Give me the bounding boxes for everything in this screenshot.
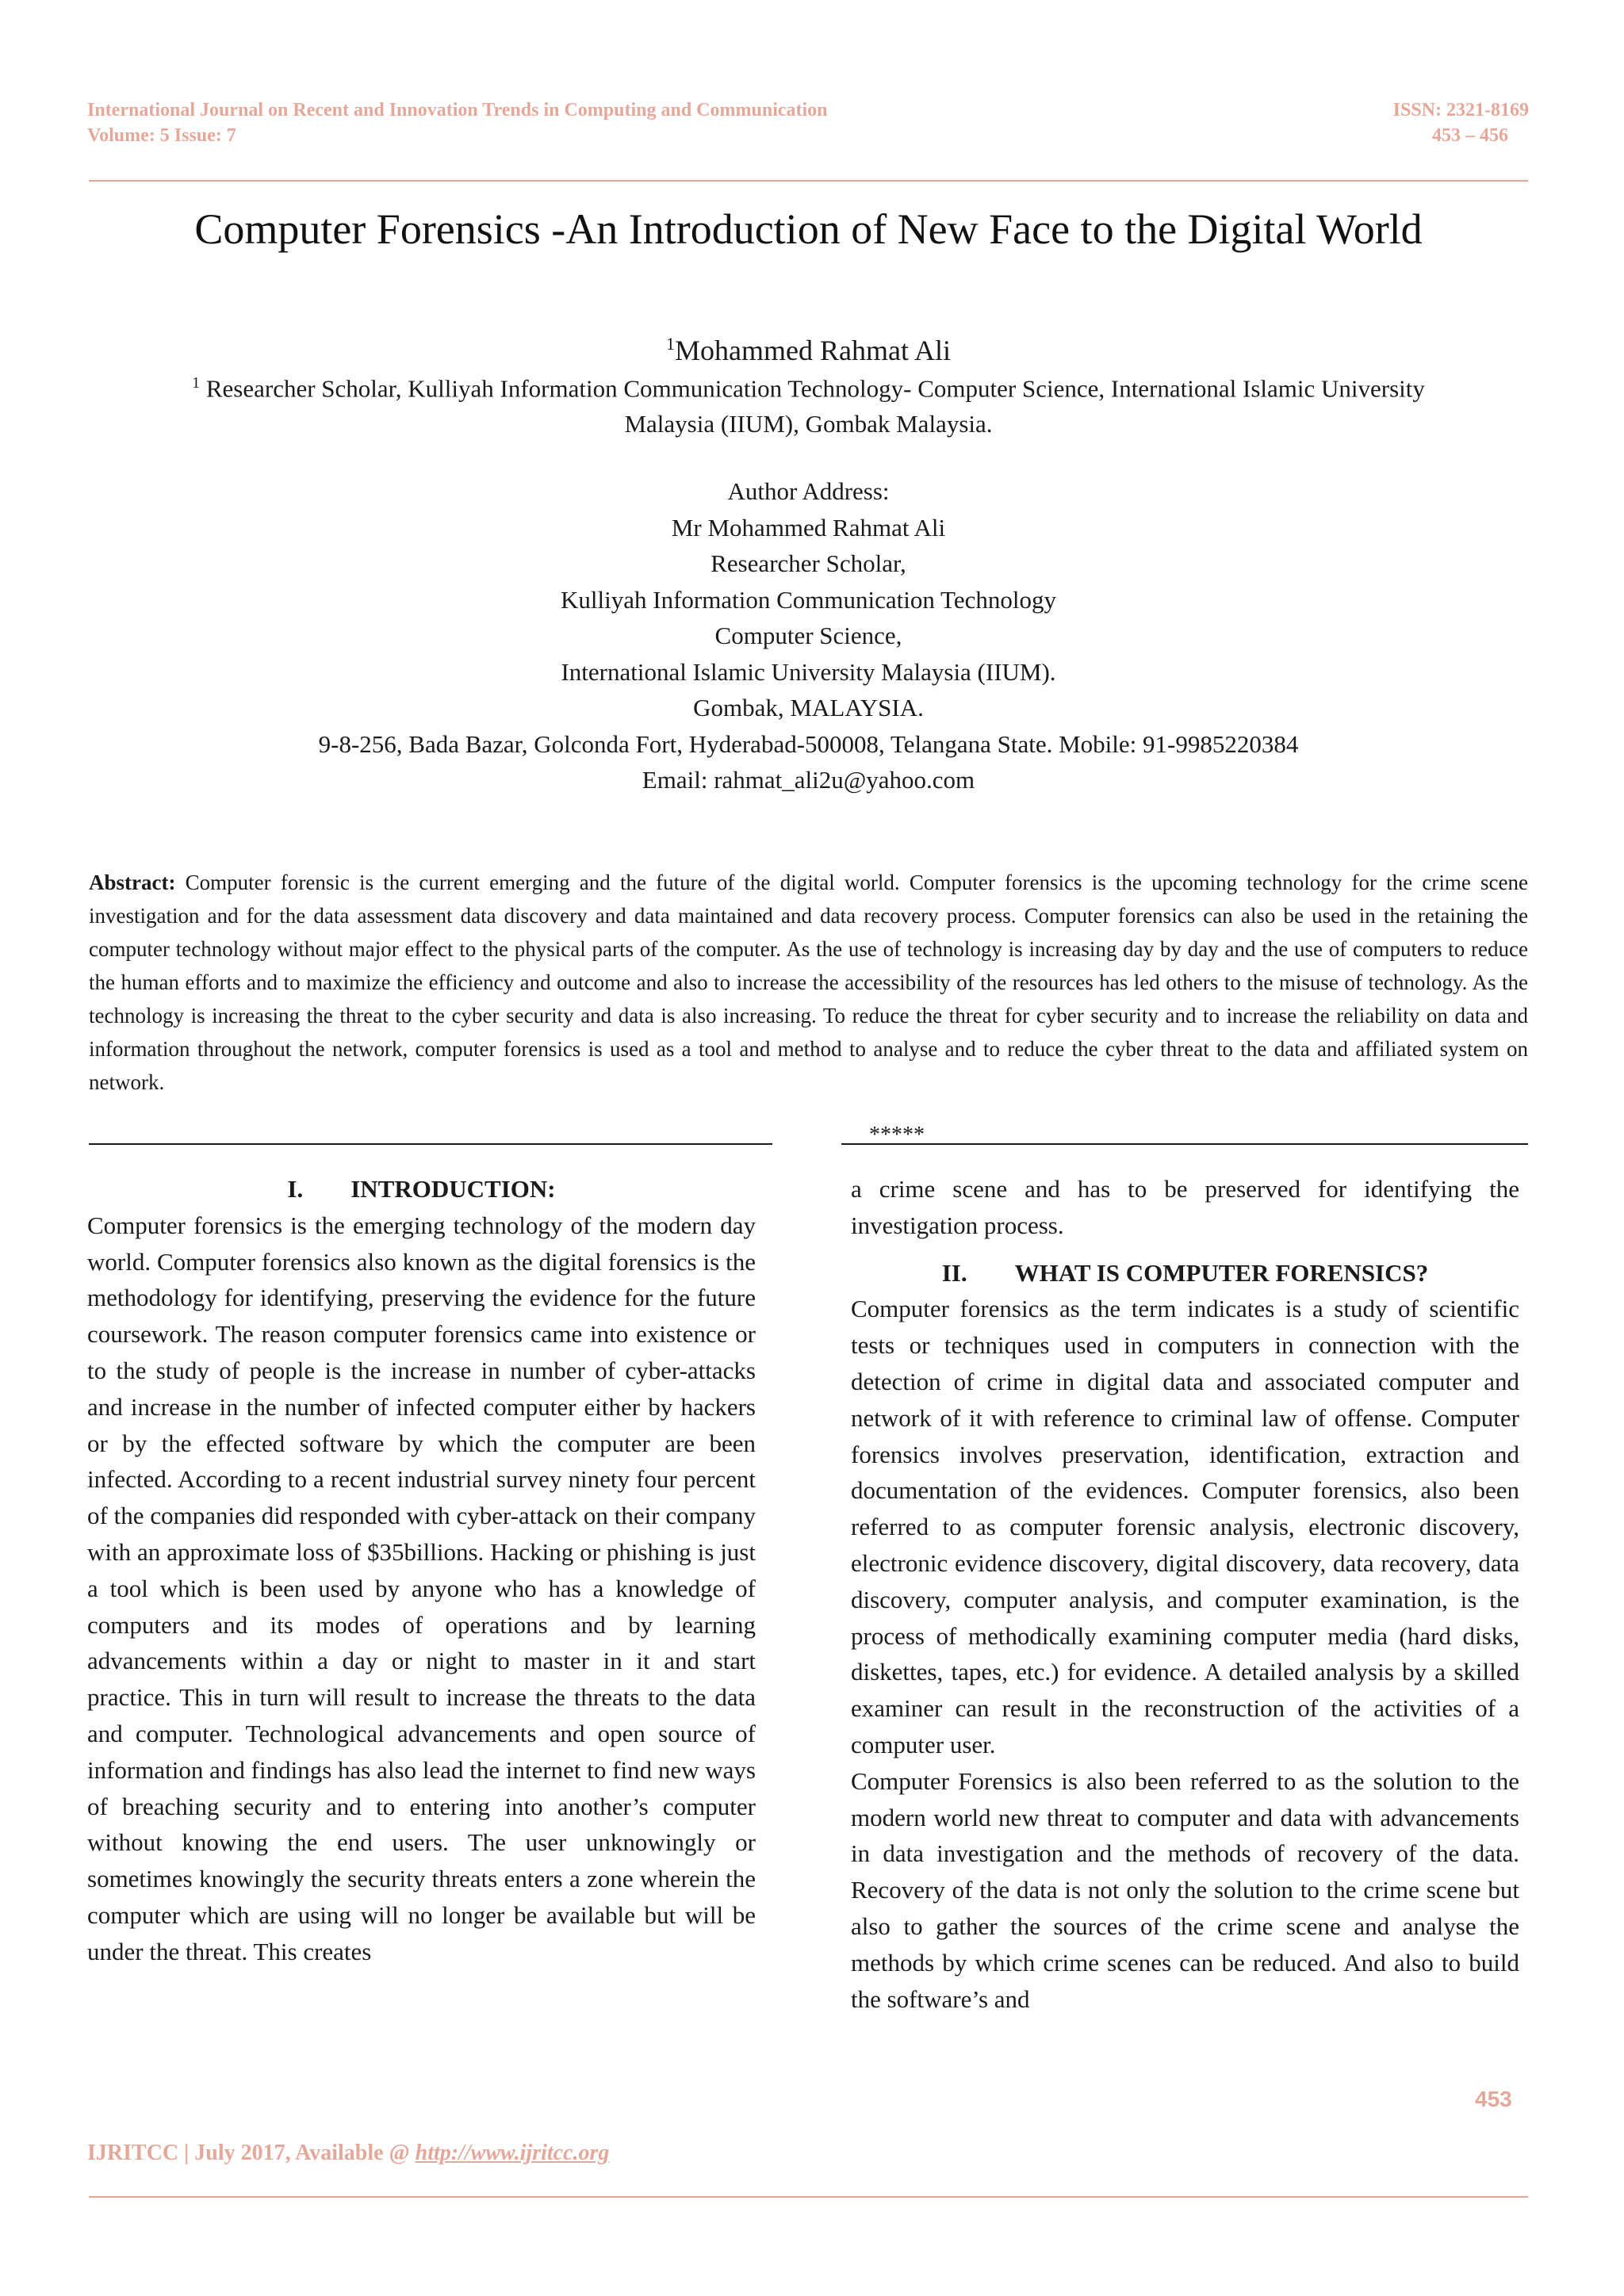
author-superscript: 1 xyxy=(666,334,676,354)
affiliation-superscript: 1 xyxy=(192,374,201,392)
author-name: Mohammed Rahmat Ali xyxy=(675,335,951,366)
separator-line-right xyxy=(841,1143,1528,1145)
section-heading-what-is-computer-forensics xyxy=(851,1255,1519,1292)
author-address xyxy=(89,473,1528,798)
address-line: Kulliyah Information Communication Technology xyxy=(561,585,1056,614)
address-line: Author Address: xyxy=(727,477,890,505)
abstract xyxy=(89,866,1528,1099)
what-paragraph-1: Computer forensics as the term indicates is a study of scientific tests or techniques used in computers in connection with the detection of crime in digital data and associated computer and network of it with reference to criminal law of offense. Computer forensics involves preservation, identification, extraction and documentation of the evidences. Computer forensics, also been referred to as computer forensic analysis, electronic discovery, electronic evidence discovery, digital discovery, data recovery, data discovery, computer analysis, and computer examination, is the process of methodically examining computer media (hard disks, diskettes, tapes, etc.) for evidence. A detailed analysis by a skilled examiner can result in the reconstruction of the activities of a computer user. xyxy=(851,1295,1519,1758)
address-line: International Islamic University Malaysia (IIUM). xyxy=(561,657,1056,686)
page-range: 453 – 456 xyxy=(1432,125,1508,146)
what-paragraph-2: Computer Forensics is also been referred to as the solution to the modern world new threat to computer and data with advancements in data investigation and the methods of recovery of the data. Recovery of the data is not only the solution to the crime scene but also to gather the sources of the crime scene and analyse the methods by which crime scenes can be reduced. And also to build the software’s and xyxy=(851,1766,1519,2013)
address-line: Mr Mohammed Rahmat Ali xyxy=(671,513,946,541)
left-column xyxy=(87,1171,756,1970)
footer-rule xyxy=(89,2196,1528,2198)
section-heading-introduction xyxy=(87,1171,756,1207)
section-title: INTRODUCTION: xyxy=(350,1175,556,1203)
affiliation-text-1: Researcher Scholar, Kulliyah Information Communication Technology- Computer Science, International Islamic University xyxy=(205,374,1425,403)
author-line xyxy=(89,325,1528,369)
paper-title: Computer Forensics -An Introduction of New Face to the Digital World xyxy=(194,205,1423,253)
section-number: I. xyxy=(287,1175,304,1203)
section-title: WHAT IS COMPUTER FORENSICS? xyxy=(1014,1258,1429,1287)
header-rule xyxy=(89,180,1528,182)
address-email: Email: rahmat_ali2u@yahoo.com xyxy=(642,766,975,794)
affiliation-line-2: Malaysia (IIUM), Gombak Malaysia. xyxy=(624,410,993,438)
separator-stars: ***** xyxy=(869,1123,925,1147)
volume-issue: Volume: 5 Issue: 7 xyxy=(87,125,236,146)
intro-paragraph-continued: a crime scene and has to be preserved for identifying the investigation process. xyxy=(851,1175,1519,1239)
abstract-separator xyxy=(89,1118,1528,1153)
affiliation xyxy=(89,365,1528,442)
intro-paragraph: Computer forensics is the emerging technology of the modern day world. Computer forensics also known as the digital forensics is the methodology for identifying, preserving the evidence for the future coursework. The reason computer forensics came into existence or to the study of people is the increase in number of cyber-attacks and increase in the number of infected computer either by hackers or by the effected software by which the computer are been infected. According to a recent industrial survey ninety four percent of the companies did responded with cyber-attack on their company with an approximate loss of $35billions. Hacking or phishing is just a tool which is been used by anyone who has a knowledge of computers and its modes of operations and by learning advancements within a day or night to master in it and start practice. This in turn will result to increase the threats to the data and computer. Technological advancements and open source of information and findings has also lead the internet to find new ways of breaching security and to entering into another’s computer without knowing the end users. The user unknowingly or sometimes knowingly the security threats enters a zone wherein the computer which are using will no longer be available but will be under the threat. This creates xyxy=(87,1211,756,1965)
address-line: Gombak, MALAYSIA. xyxy=(693,694,924,721)
footer xyxy=(87,2139,609,2168)
page-number: 453 xyxy=(1475,2087,1512,2111)
footer-text: IJRITCC | July 2017, Available @ xyxy=(87,2141,416,2165)
abstract-text: Computer forensic is the current emerging and the future of the digital world. Computer forensics is the upcoming technology for the crime scene investigation and for the data assessment data discovery and data maintained and data recovery process. Computer forensics can also be used in the retaining the computer technology without major effect to the physical parts of the computer. As the use of technology is increasing day by day and the use of computers to reduce the human efforts and to maximize the efficiency and outcome and also to increase the accessibility of the resources has led others to the misuse of technology. As the technology is increasing the threat to the cyber security and data is also increasing. To reduce the threat for cyber security and to increase the reliability on data and information throughout the network, computer forensics is used as a tool and method to analyse and to reduce the cyber threat to the data and affiliated system on network. xyxy=(89,871,1528,1094)
section-number: II. xyxy=(941,1258,967,1287)
separator-line-left xyxy=(89,1143,772,1145)
journal-name: International Journal on Recent and Innovation Trends in Computing and Communication xyxy=(87,100,828,121)
issn: ISSN: 2321-8169 xyxy=(1392,100,1529,121)
abstract-label: Abstract: xyxy=(89,871,176,894)
address-line: Researcher Scholar, xyxy=(710,549,906,577)
affiliation-line-1 xyxy=(89,365,1528,406)
right-column xyxy=(851,1171,1519,2017)
footer-link[interactable]: http://www.ijritcc.org xyxy=(415,2141,610,2165)
address-line: 9-8-256, Bada Bazar, Golconda Fort, Hyderabad-500008, Telangana State. Mobile: 91-9985220384 xyxy=(318,729,1299,758)
address-line: Computer Science, xyxy=(714,622,902,649)
